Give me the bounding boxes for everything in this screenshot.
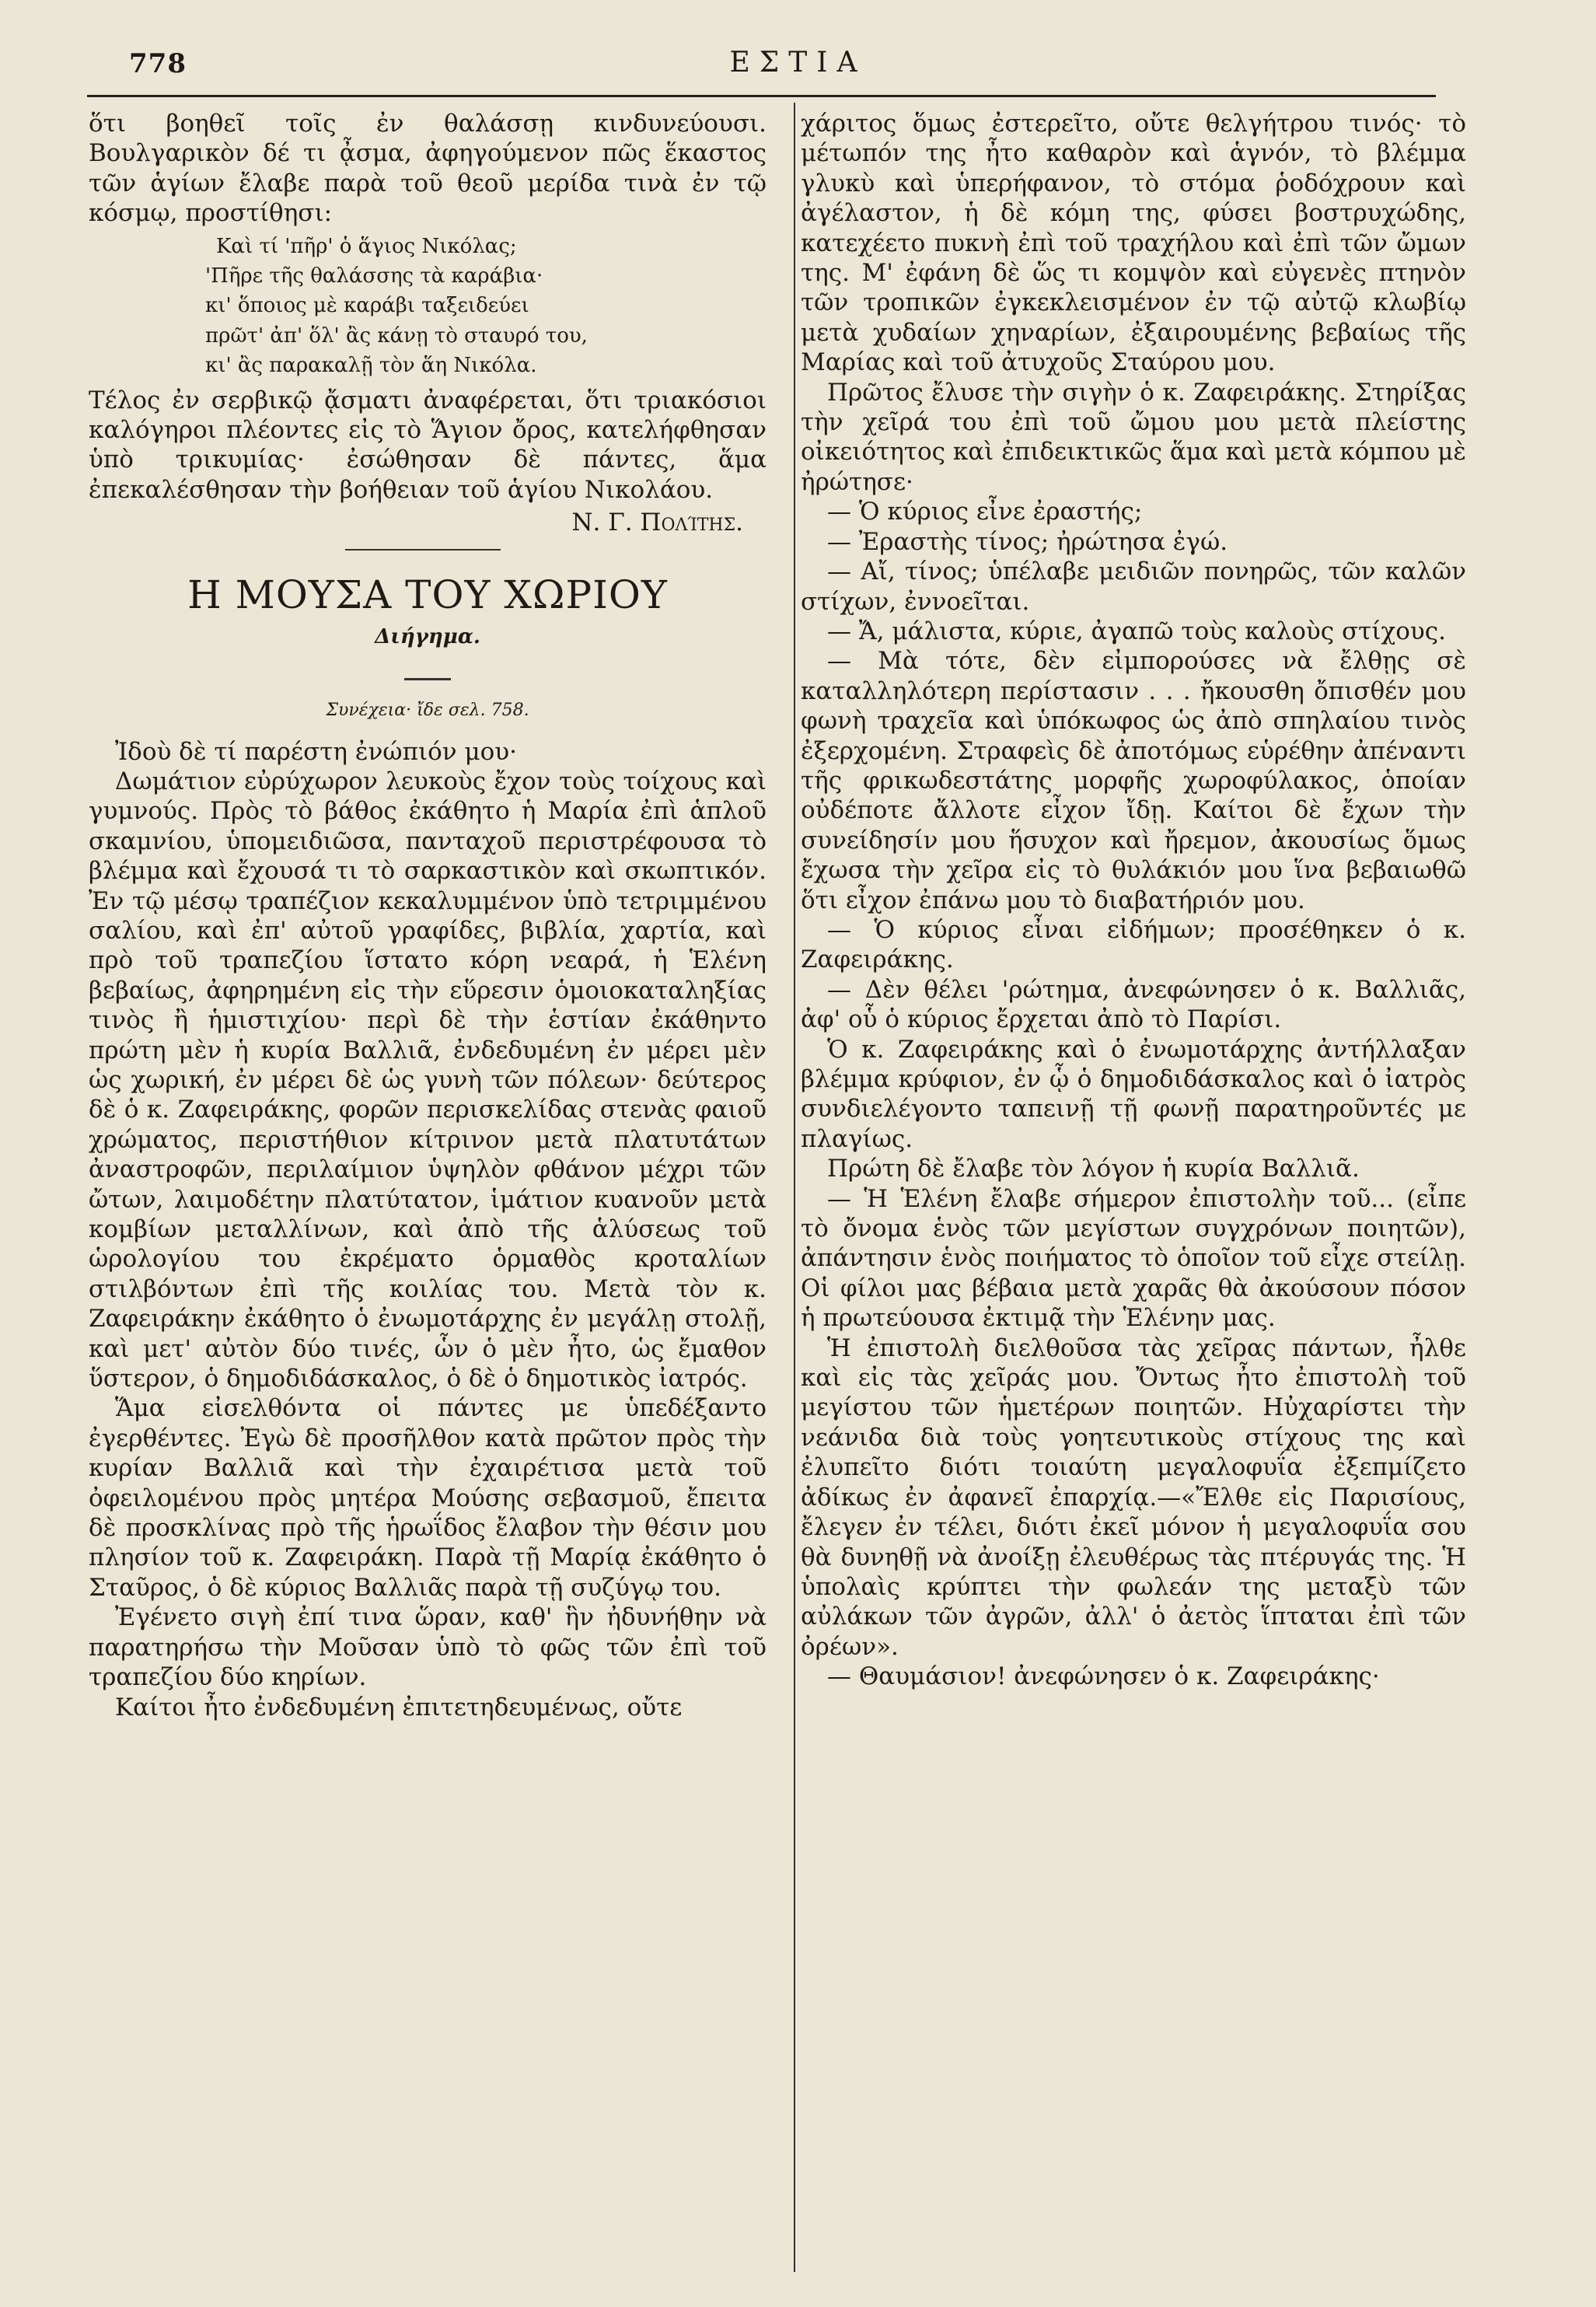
continuation-note: Συνέχεια· ἴδε σελ. 758. — [326, 701, 529, 721]
story-paragraph: Καίτοι ἦτο ἐνδεδυμένη ἐπιτετηδευμένως, οὔτε — [115, 1693, 683, 1722]
page-number: 778 — [129, 48, 187, 79]
title-separator — [404, 678, 451, 680]
story-paragraph: Πρῶτος ἔλυσε τὴν σιγὴν ὁ κ. Ζαφειράκης. Στηρίξας τὴν χεῖρά του ἐπὶ τοῦ ὤμου μου μετὰ πλείστης οἰκειότητος καὶ ἐπιδεικτικῶς ἅμα καὶ μετὰ κόμπου μὲ ἠρώτησε· — [801, 378, 1466, 496]
dialogue-line: — Δὲν θέλει 'ρώτημα, ἀνεφώνησεν ὁ κ. Βαλλιᾶς, ἀφ' οὗ ὁ κύριος ἔρχεται ἀπὸ τὸ Παρίσι. — [801, 975, 1466, 1034]
dialogue-line: — Ὁ κύριος εἶνε ἐραστής; — [827, 498, 1143, 526]
story-paragraph: Ἡ ἐπιστολὴ διελθοῦσα τὰς χεῖρας πάντων, ἦλθε καὶ εἰς τὰς χεῖράς μου. Ὄντως ἦτο ἐπιστολὴ τοῦ μεγίστου τῶν ἡμετέρων ποιητῶν. Ηὐχαρίστει τὴν νεάνιδα διὰ τοὺς γοητευτικοὺς στίχους της καὶ ἐλυπεῖτο διότι τοιαύτη μεγαλοφυΐα ἐξεπμίζετο ἀδίκως ἐν ἀφανεῖ ἐπαρχίᾳ.—«Ἔλθε εἰς Παρισίους, ἔλεγεν ἐν τέλει, διότι ἐκεῖ μόνον ἡ μεγαλοφυΐα σου θὰ δυνηθῇ νὰ ἀνοίξῃ ἐλευθέρως τὰς πτέρυγάς της. Ἡ ὑπολαὶς κρύπτει τὴν φωλεάν της μεταξὺ τῶν αὐλάκων τῶν ἀγρῶν, ἀλλ' ὁ ἀετὸς ἵπταται ἐπὶ τῶν ὀρέων». — [801, 1334, 1466, 1661]
dialogue-line: — Ἄ, μάλιστα, κύριε, ἀγαπῶ τοὺς καλοὺς στίχους. — [827, 617, 1446, 645]
header-rule — [87, 95, 1436, 97]
story-paragraph: Ἅμα εἰσελθόντα οἱ πάντες με ὑπεδέξαντο ἐγερθέντες. Ἐγὼ δὲ προσῆλθον κατὰ πρῶτον πρὸς τὴν κυρίαν Βαλλιᾶ καὶ τὴν ἐχαιρέτισα μετὰ τοῦ ὀφειλομένου πρὸς μητέρα Μούσης σεβασμοῦ, ἔπειτα δὲ προσκλίνας πρὸ τῆς ἡρωΐδος ἔλαβον τὴν θέσιν μου πλησίον τοῦ κ. Ζαφειράκη. Παρὰ τῇ Μαρίᾳ ἐκάθητο ὁ Σταῦρος, ὁ δὲ κύριος Βαλλιᾶς παρὰ τῇ συζύγῳ του. — [89, 1394, 767, 1602]
story-paragraph: Ἐγένετο σιγὴ ἐπί τινα ὥραν, καθ' ἣν ἠδυνήθην νὰ παρατηρήσω τὴν Μοῦσαν ὑπὸ τὸ φῶς τῶν ἐπὶ τοῦ τραπεζίου δύο κηρίων. — [89, 1603, 767, 1692]
story-paragraph: Δωμάτιον εὐρύχωρον λευκοὺς ἔχον τοὺς τοίχους καὶ γυμνούς. Πρὸς τὸ βάθος ἐκάθητο ἡ Μαρία ἐπὶ ἁπλοῦ σκαμνίου, ὑπομειδιῶσα, πανταχοῦ περιστρέφουσα τὸ βλέμμα καὶ ἔχουσά τι τὸ σαρκαστικὸν καὶ σκωπτικόν. Ἐν τῷ μέσῳ τραπέζιον κεκαλυμμένον ὑπὸ τετριμμένου σαλίου, καὶ ἐπ' αὐτοῦ γραφίδες, βιβλία, χαρτία, καὶ πρὸ τοῦ τραπεζίου ἵστατο κόρη νεαρά, ἡ Ἑλένη βεβαίως, ἀφηρημένη εἰς τὴν εὕρεσιν ὁμοιοκαταληξίας τινὸς ἢ ἡμιστιχίου· περὶ δὲ τὴν ἑστίαν ἐκάθηντο πρώτη μὲν ἡ κυρία Βαλλιᾶ, ἐνδεδυμένη ἐν μέρει μὲν ὡς χωρική, ἐν μέρει δὲ ὡς γυνὴ τῶν πόλεων· δεύτερος δὲ ὁ κ. Ζαφειράκης, φορῶν περισκελίδας στενὰς φαιοῦ χρώματος, περιστήθιον κίτρινον μετὰ πλατυτάτων ἀναστροφῶν, περιλαίμιον ὑψηλὸν φθάνον μέχρι τῶν ὤτων, λαιμοδέτην πλατύτατον, ἱμάτιον κυανοῦν μετὰ κομβίων μεταλλίνων, καὶ ἀπὸ τῆς ἁλύσεως τοῦ ὡρολογίου του ἐκρέματο ὁρμαθὸς κροταλίων στιλβόντων ἐπὶ τῆς κοιλίας του. Μετὰ τὸν κ. Ζαφειράκην ἐκάθητο ὁ ἐνωμοτάρχης ἐν μεγάλῃ στολῇ, καὶ μετ' αὐτὸν δύο τινές, ὧν ὁ μὲν ἦτο, ὡς ἔμαθον ὕστερον, ὁ δημοδιδάσκαλος, ὁ δὲ ὁ δημοτικὸς ἰατρός. — [89, 767, 767, 1393]
dialogue-line: — Θαυμάσιον! ἀνεφώνησεν ὁ κ. Ζαφειράκης· — [827, 1662, 1380, 1691]
verse-line: Καὶ τί 'πῆρ' ὁ ἅγιος Νικόλας; — [216, 234, 517, 258]
verse-line: κι' ἂς παρακαλῇ τὸν ἅη Νικόλα. — [205, 354, 537, 378]
verse-line: 'Πῆρε τῆς θαλάσσης τὰ καράβια· — [205, 264, 543, 288]
folk-song-verse — [89, 232, 767, 381]
section-separator — [345, 549, 501, 551]
column-divider — [794, 103, 795, 2272]
journal-title: ΕΣΤΙΑ — [729, 47, 867, 79]
story-subtitle: Διήγημα. — [375, 624, 480, 648]
dialogue-line: — Ἐραστὴς τίνος; ἠρώτησα ἐγώ. — [827, 527, 1228, 556]
story-title: Η ΜΟΥΣΑ ΤΟΥ ΧΩΡΙΟΥ — [187, 572, 668, 617]
author-signature: Ν. Γ. Πολίτης. — [571, 509, 743, 537]
right-column — [801, 109, 1466, 1692]
story-paragraph: χάριτος ὅμως ἐστερεῖτο, οὔτε θελγήτρου τινός· τὸ μέτωπόν της ἦτο καθαρὸν καὶ ἁγνόν, τὸ βλέμμα γλυκὺ καὶ ὑπερήφανον, τὸ στόμα ῥοδόχρουν καὶ ἀγέλαστον, ἡ δὲ κόμη της, φύσει βοστρυχώδης, κατεχέετο πυκνὴ ἐπὶ τοῦ τραχήλου καὶ ἐπὶ τῶν ὤμων της. Μ' ἐφάνη δὲ ὥς τι κομψὸν καὶ εὐγενὲς πτηνὸν τῶν τροπικῶν ἐγκεκλεισμένον ἐν τῷ αὐτῷ κλωβίῳ μετὰ χυδαίων χηναρίων, ἐξαιρουμένης βεβαίως τῆς Μαρίας καὶ τοῦ ἀτυχοῦς Σταύρου μου. — [801, 110, 1466, 377]
dialogue-line: — Ἡ Ἑλένη ἔλαβε σήμερον ἐπιστολὴν τοῦ... (εἶπε τὸ ὄνομα ἑνὸς τῶν μεγίστων συγχρόνων ποιητῶν), ἀπάντησιν ἑνὸς ποιήματος τὸ ὁποῖον τοῦ εἶχε στείλῃ. Οἱ φίλοι μας βέβαια μετὰ χαρᾶς θὰ ἀκούσουν πόσον ἡ πρωτεύουσα ἐκτιμᾷ τὴν Ἑλένην μας. — [801, 1184, 1466, 1333]
story-paragraph: Ἰδοὺ δὲ τί παρέστη ἐνώπιόν μου· — [115, 737, 517, 766]
dialogue-line: — Αἴ, τίνος; ὑπέλαβε μειδιῶν πονηρῶς, τῶν καλῶν στίχων, ἐννοεῖται. — [801, 558, 1466, 616]
verse-line: κι' ὅποιος μὲ καράβι ταξειδεύει — [205, 294, 529, 318]
story-paragraph: Ὁ κ. Ζαφειράκης καὶ ὁ ἐνωμοτάρχης ἀντήλλαξαν βλέμμα κρύφιον, ἐν ᾧ ὁ δημοδιδάσκαλος καὶ ὁ ἰατρὸς συνδιελέγοντο ταπεινῇ τῇ φωνῇ παρατηροῦντές με πλαγίως. — [801, 1035, 1466, 1153]
dialogue-line: — Ὁ κύριος εἶναι εἰδήμων; προσέθηκεν ὁ κ. Ζαφειράκης. — [801, 915, 1466, 974]
verse-line: πρῶτ' ἀπ' ὅλ' ἂς κάνῃ τὸ σταυρό του, — [205, 323, 588, 348]
article-paragraph: ὅτι βοηθεῖ τοῖς ἐν θαλάσσῃ κινδυνεύουσι. Βουλγαρικὸν δέ τι ᾆσμα, ἀφηγούμενον πῶς ἕκαστος τῶν ἁγίων ἔλαβε παρὰ τοῦ θεοῦ μερίδα τινὰ ἐν τῷ κόσμῳ, προστίθησι: — [89, 110, 767, 228]
dialogue-line: — Μὰ τότε, δὲν εἰμπορούσες νὰ ἔλθῃς σὲ καταλληλότερη περίστασιν . . . ἤκουσθη ὄπισθέν μου φωνὴ τραχεῖα καὶ ὑπόκωφος ὡς ἀπὸ σπηλαίου τινὸς ἐξερχομένη. Στραφεὶς δὲ ἀποτόμως εὑρέθην ἀπέναντι τῆς φρικωδεστάτης μορφῆς χωροφύλακος, ὁποίαν οὐδέποτε ἄλλοτε εἶχον ἴδῃ. Καίτοι δὲ ἔχων τὴν συνείδησίν μου ἥσυχον καὶ ἤρεμον, ἀκουσίως ὅμως ἔχωσα τὴν χεῖρα εἰς τὸ θυλάκιόν μου ἵνα βεβαιωθῶ ὅτι εἶχον ἐπάνω μου τὸ διαβατήριόν μου. — [801, 647, 1466, 914]
story-paragraph: Πρώτη δὲ ἔλαβε τὸν λόγον ἡ κυρία Βαλλιᾶ. — [827, 1155, 1360, 1183]
article-paragraph: Τέλος ἐν σερβικῷ ᾄσματι ἀναφέρεται, ὅτι τριακόσιοι καλόγηροι πλέοντες εἰς τὸ Ἅγιον ὄρος, κατελήφθησαν ὑπὸ τρικυμίας· ἐσώθησαν δὲ πάντες, ἅμα ἐπεκαλέσθησαν τὴν βοήθειαν τοῦ ἁγίου Νικολάου. — [89, 386, 767, 504]
left-column — [89, 109, 767, 1722]
